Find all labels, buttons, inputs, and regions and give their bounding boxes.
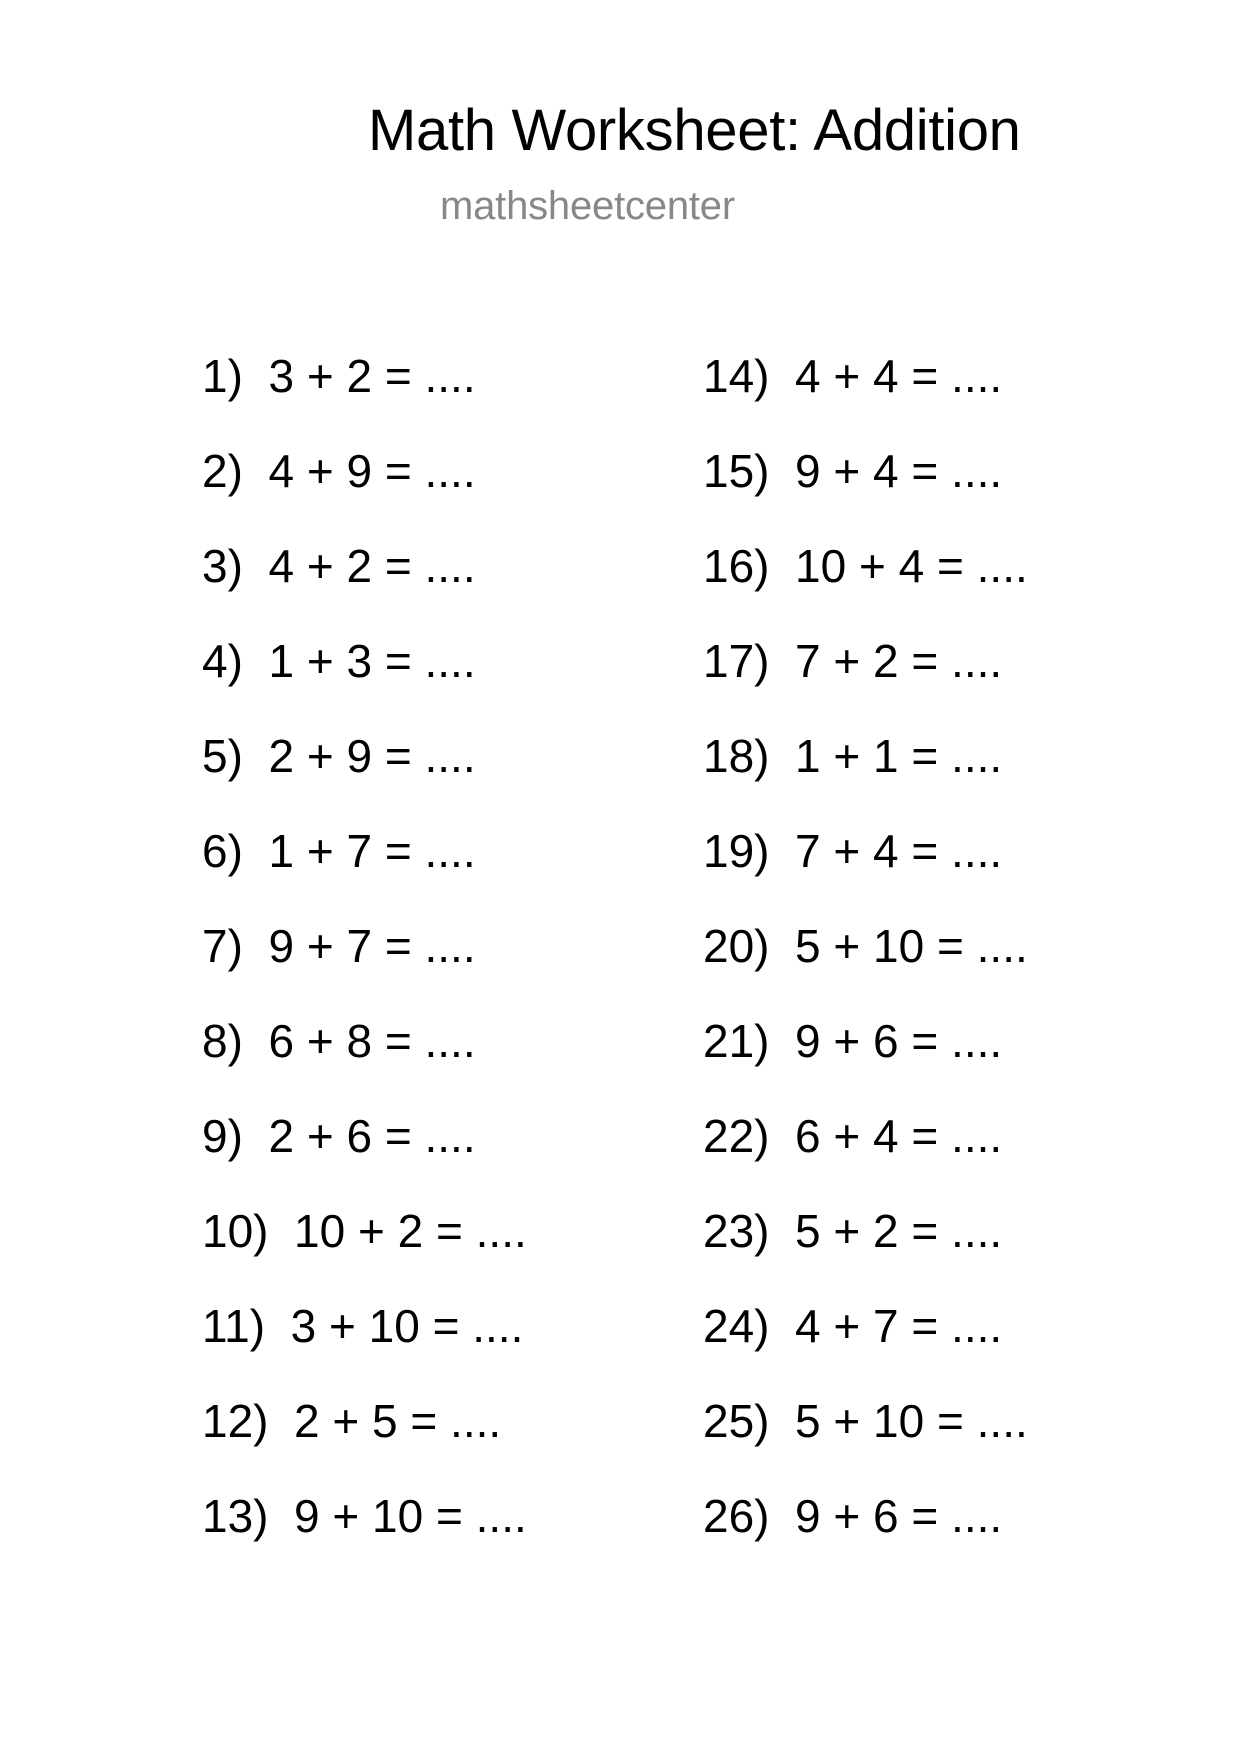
worksheet-title: Math Worksheet: Addition [368, 98, 1021, 163]
problem-item: 1) 3 + 2 = .... [202, 350, 476, 402]
problem-item: 21) 9 + 6 = .... [703, 1015, 1003, 1067]
problem-item: 5) 2 + 9 = .... [202, 730, 476, 782]
problem-item: 16) 10 + 4 = .... [703, 540, 1028, 592]
problem-column-left [202, 346, 527, 1581]
problem-item: 23) 5 + 2 = .... [703, 1205, 1003, 1257]
problem-item: 4) 1 + 3 = .... [202, 635, 476, 687]
problem-item: 3) 4 + 2 = .... [202, 540, 476, 592]
problem-item: 14) 4 + 4 = .... [703, 350, 1003, 402]
problem-item: 9) 2 + 6 = .... [202, 1110, 476, 1162]
worksheet-source: mathsheetcenter [440, 184, 735, 228]
problem-item: 17) 7 + 2 = .... [703, 635, 1003, 687]
problem-item: 12) 2 + 5 = .... [202, 1395, 502, 1447]
problem-item: 22) 6 + 4 = .... [703, 1110, 1003, 1162]
problem-item: 2) 4 + 9 = .... [202, 445, 476, 497]
problem-item: 11) 3 + 10 = .... [202, 1300, 524, 1352]
problem-item: 7) 9 + 7 = .... [202, 920, 476, 972]
problem-item: 13) 9 + 10 = .... [202, 1490, 527, 1542]
problem-item: 6) 1 + 7 = .... [202, 825, 476, 877]
problem-column-right [703, 346, 1028, 1581]
problem-item: 15) 9 + 4 = .... [703, 445, 1003, 497]
problem-item: 25) 5 + 10 = .... [703, 1395, 1028, 1447]
problem-item: 10) 10 + 2 = .... [202, 1205, 527, 1257]
problem-item: 24) 4 + 7 = .... [703, 1300, 1003, 1352]
problem-item: 26) 9 + 6 = .... [703, 1490, 1003, 1542]
problem-item: 19) 7 + 4 = .... [703, 825, 1003, 877]
problem-item: 8) 6 + 8 = .... [202, 1015, 476, 1067]
problem-item: 20) 5 + 10 = .... [703, 920, 1028, 972]
problem-item: 18) 1 + 1 = .... [703, 730, 1003, 782]
